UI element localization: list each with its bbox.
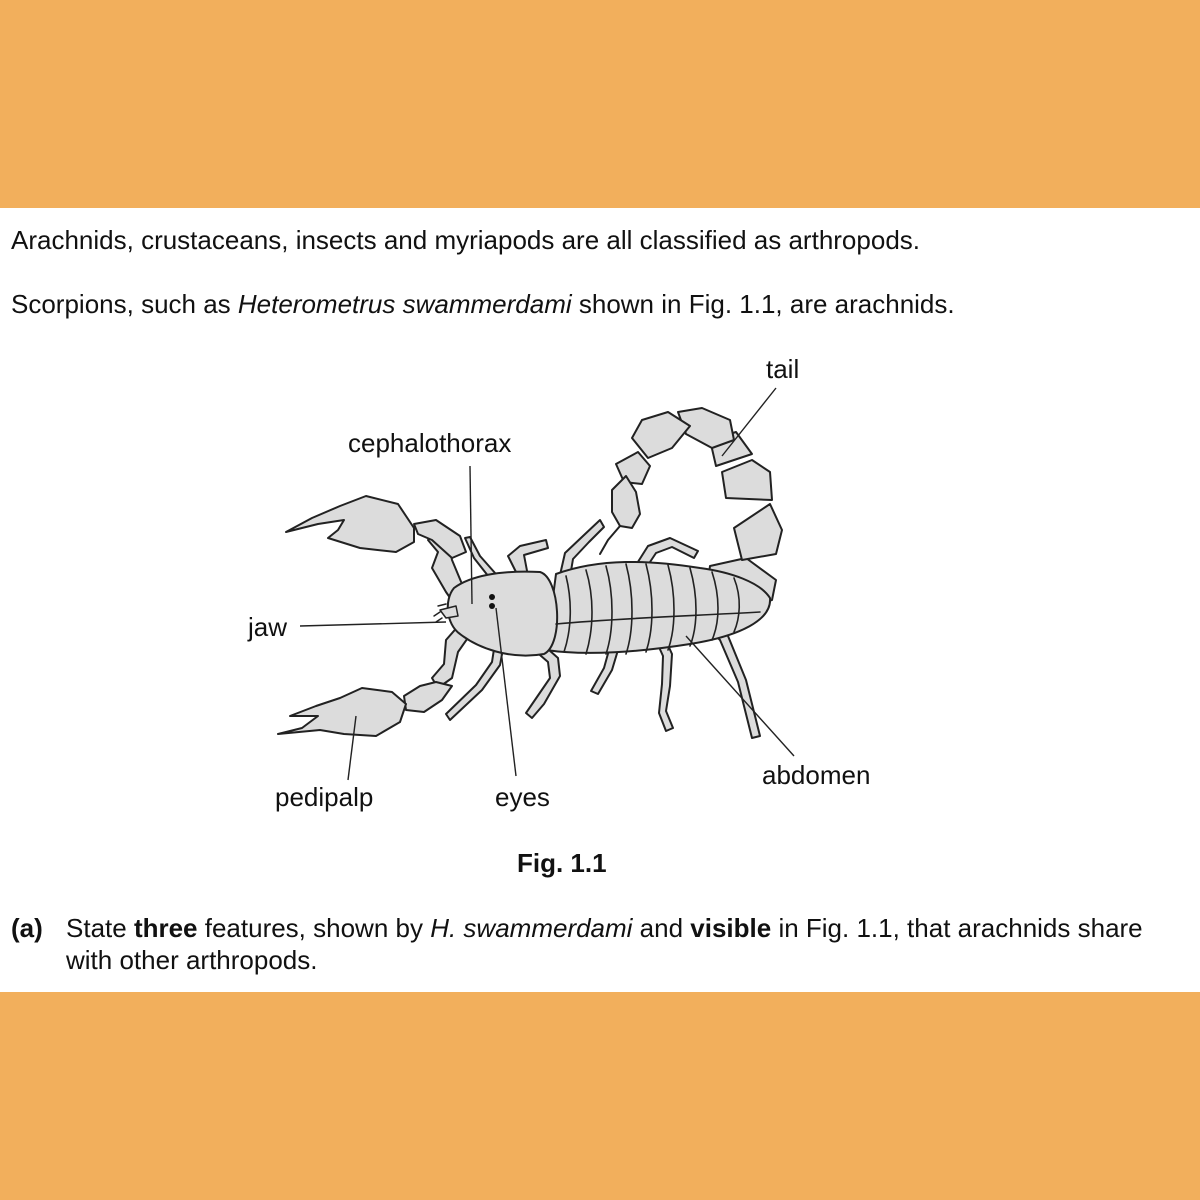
figure-caption: Fig. 1.1: [517, 848, 607, 878]
exam-content: [0, 208, 1200, 992]
lower-claw: [278, 688, 406, 736]
intro-line-2-start: Scorpions, such as: [11, 289, 238, 319]
species-name: Heterometrus swammerdami: [237, 289, 572, 319]
question-text-part: and: [632, 913, 691, 943]
question-text-part: State: [66, 913, 134, 943]
question-emphasis-three: three: [133, 913, 198, 943]
intro-line-2-end: shown in Fig. 1.1, are arachnids.: [571, 289, 955, 319]
upper-claw: [286, 496, 414, 552]
question-text-part: features, shown by: [197, 913, 431, 943]
label-tail: tail: [766, 354, 800, 384]
tail-seg-7: [616, 452, 650, 484]
question-label: (a): [11, 913, 43, 943]
question-emphasis-visible: visible: [690, 913, 772, 943]
abdomen-body: [546, 562, 770, 653]
eye-1: [489, 594, 495, 600]
question-species-name: H. swammerdami: [430, 913, 633, 943]
jaw-leader: [300, 622, 446, 626]
scorpion-diagram: [0, 208, 1200, 992]
question-text-part: in Fig. 1.1, that arachnids share with other arthropods.: [66, 913, 1143, 975]
abdomen-leader: [686, 636, 794, 756]
tail-seg-3: [722, 460, 772, 500]
label-jaw: jaw: [248, 612, 288, 642]
label-abdomen: abdomen: [762, 760, 871, 790]
sting: [600, 526, 620, 554]
label-pedipalp: pedipalp: [275, 782, 374, 812]
lower-pedipalp-segment: [404, 682, 452, 712]
question-text: [66, 912, 1191, 976]
tail-seg-2: [734, 504, 782, 560]
label-cephalothorax: cephalothorax: [348, 428, 512, 458]
label-eyes: eyes: [495, 782, 550, 812]
intro-line-1: Arachnids, crustaceans, insects and myriapods are all classified as arthropods.: [11, 225, 920, 255]
eye-2: [489, 603, 495, 609]
